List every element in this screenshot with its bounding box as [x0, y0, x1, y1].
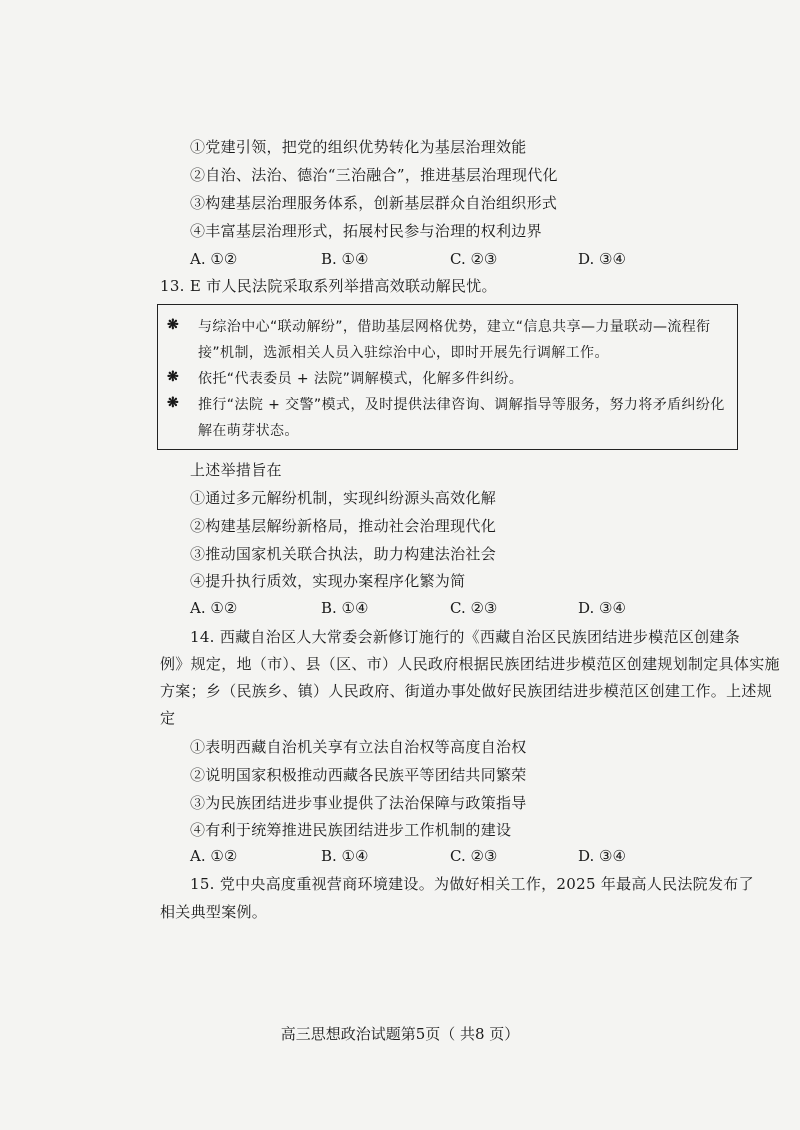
q13-box-line-5: 解在萌芽状态。: [198, 423, 299, 439]
q13-option-b: B. ①④: [321, 599, 369, 617]
q15-stem-line-2: 相关典型案例。: [160, 903, 268, 921]
q14-option-c: C. ②③: [450, 847, 498, 865]
q14-stem-line-4: 定: [160, 709, 176, 727]
q14-options: [190, 846, 650, 866]
q14-item-1: ①表明西藏自治机关享有立法自治权等高度自治权: [190, 738, 527, 756]
bullet-icon: ❋: [167, 369, 179, 385]
q12-item-1: ①党建引领，把党的组织优势转化为基层治理效能: [190, 138, 527, 156]
q12-options: [190, 249, 650, 269]
q14-stem-line-1: 14. 西藏自治区人大常委会新修订施行的《西藏自治区民族团结进步模范区创建条: [190, 628, 741, 646]
q14-option-d: D. ③④: [578, 847, 626, 865]
q14-stem-line-2: 例》规定，地（市）、县（区、市）人民政府根据民族团结进步模范区创建规划制定具体实施: [160, 655, 780, 673]
q12-item-2: ②自治、法治、德治“三治融合”，推进基层治理现代化: [190, 166, 558, 184]
q15-stem-line-1: 15. 党中央高度重视营商环境建设。为做好相关工作，2025 年最高人民法院发布了: [190, 875, 754, 893]
q13-option-d: D. ③④: [578, 599, 626, 617]
q14-item-3: ③为民族团结进步事业提供了法治保障与政策指导: [190, 794, 527, 812]
q14-option-b: B. ①④: [321, 847, 369, 865]
q13-item-3: ③推动国家机关联合执法，助力构建法治社会: [190, 545, 497, 563]
q13-prompt: 上述举措旨在: [190, 461, 282, 479]
q12-option-b: B. ①④: [321, 250, 369, 268]
q13-stem: 13. E 市人民法院采取系列举措高效联动解民忧。: [160, 277, 497, 295]
q14-stem-line-3: 方案；乡（民族乡、镇）人民政府、街道办事处做好民族团结进步模范区创建工作。上述规: [160, 682, 773, 700]
q13-item-2: ②构建基层解纷新格局，推动社会治理现代化: [190, 517, 497, 535]
bullet-icon: ❋: [167, 395, 179, 411]
q14-option-a: A. ①②: [190, 847, 238, 865]
q13-item-4: ④提升执行质效，实现办案程序化繁为简: [190, 572, 466, 590]
q12-option-d: D. ③④: [578, 250, 626, 268]
q13-item-1: ①通过多元解纷机制，实现纠纷源头高效化解: [190, 489, 497, 507]
q13-box-line-1: 与综治中心“联动解纷”，借助基层网格优势，建立“信息共享—力量联动—流程衔: [198, 319, 711, 335]
q12-option-c: C. ②③: [450, 250, 498, 268]
q13-box-line-2: 接”机制，选派相关人员入驻综治中心，即时开展先行调解工作。: [198, 345, 609, 361]
q13-option-a: A. ①②: [190, 599, 238, 617]
q13-box-line-3: 依托“代表委员 + 法院”调解模式，化解多件纠纷。: [198, 371, 524, 387]
page-footer: 高三思想政治试题第5页（ 共8 页）: [280, 1025, 520, 1043]
q13-box-line-4: 推行“法院 + 交警”模式，及时提供法律咨询、调解指导等服务，努力将矛盾纠纷化: [198, 397, 725, 413]
q13-options: [190, 598, 650, 618]
q13-option-c: C. ②③: [450, 599, 498, 617]
q12-item-3: ③构建基层治理服务体系，创新基层群众自治组织形式: [190, 194, 558, 212]
q12-item-4: ④丰富基层治理形式，拓展村民参与治理的权利边界: [190, 222, 542, 240]
bullet-icon: ❋: [167, 317, 179, 333]
q12-option-a: A. ①②: [190, 250, 238, 268]
q13-material-box: [157, 304, 738, 450]
q14-item-4: ④有利于统筹推进民族团结进步工作机制的建设: [190, 821, 512, 839]
q14-item-2: ②说明国家积极推动西藏各民族平等团结共同繁荣: [190, 766, 527, 784]
